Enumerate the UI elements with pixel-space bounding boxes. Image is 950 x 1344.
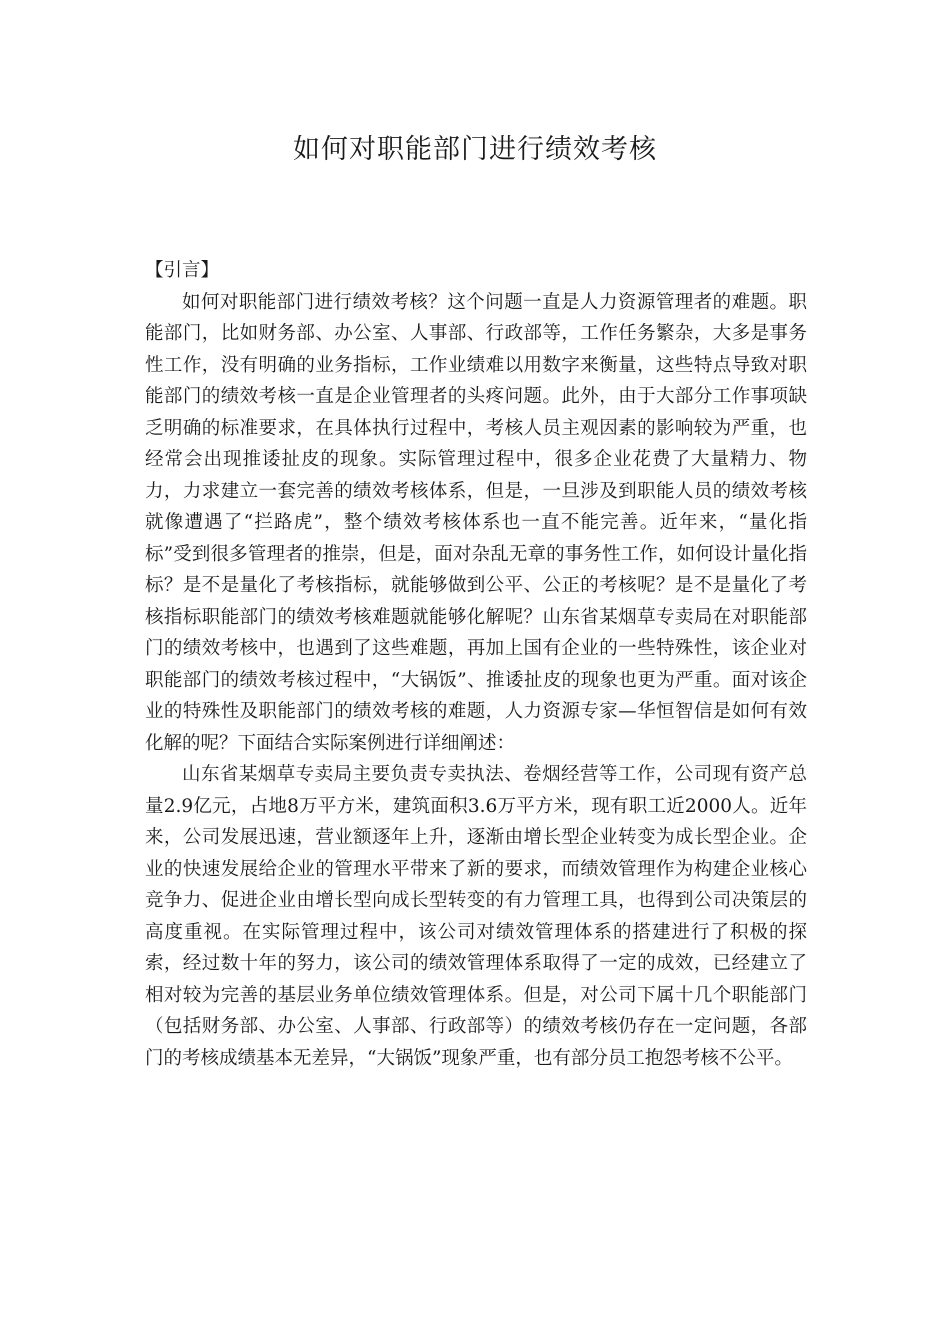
section-label-introduction: 【引言】 [145,260,220,281]
document-title: 如何对职能部门进行绩效考核 [293,134,657,165]
document-body [145,255,807,1074]
paragraph-company-background: 山东省某烟草专卖局主要负责专卖执法、卷烟经营等工作，公司现有资产总量2.9亿元，占地8万平方米，建筑面积3.6万平方米，现有职工近2000人。近年来，公司发展迅速，营业额逐年上升，逐渐由增长型企业转变为成长型企业。企业的快速发展给企业的管理水平带来了新的要求，而绩效管理作为构建企业核心竞争力、促进企业由增长型向成长型转变的有力管理工具，也得到公司决策层的高度重视。在实际管理过程中，该公司对绩效管理体系的搭建进行了积极的探索，经过数十年的努力，该公司的绩效管理体系取得了一定的成效，已经建立了相对较为完善的基层业务单位绩效管理体系。但是，对公司下属十几个职能部门（包括财务部、办公室、人事部、行政部等）的绩效考核仍存在一定问题，各部门的考核成绩基本无差异，“大锅饭”现象严重，也有部分员工抱怨考核不公平。 [145,764,807,1069]
paragraph-introduction: 如何对职能部门进行绩效考核？这个问题一直是人力资源管理者的难题。职能部门，比如财务部、办公室、人事部、行政部等，工作任务繁杂，大多是事务性工作，没有明确的业务指标，工作业绩难以用数字来衡量，这些特点导致对职能部门的绩效考核一直是企业管理者的头疼问题。此外，由于大部分工作事项缺乏明确的标准要求，在具体执行过程中，考核人员主观因素的影响较为严重，也经常会出现推诿扯皮的现象。实际管理过程中，很多企业花费了大量精力、物力，力求建立一套完善的绩效考核体系，但是，一旦涉及到职能人员的绩效考核就像遭遇了“拦路虎”，整个绩效考核体系也一直不能完善。近年来，“量化指标”受到很多管理者的推崇，但是，面对杂乱无章的事务性工作，如何设计量化指标？是不是量化了考核指标，就能够做到公平、公正的考核呢？是不是量化了考核指标职能部门的绩效考核难题就能够化解呢？山东省某烟草专卖局在对职能部门的绩效考核中，也遇到了这些难题，再加上国有企业的一些特殊性，该企业对职能部门的绩效考核过程中，“大锅饭”、推诿扯皮的现象也更为严重。面对该企业的特殊性及职能部门的绩效考核的难题，人力资源专家—华恒智信是如何有效化解的呢？下面结合实际案例进行详细阐述： [145,291,807,754]
